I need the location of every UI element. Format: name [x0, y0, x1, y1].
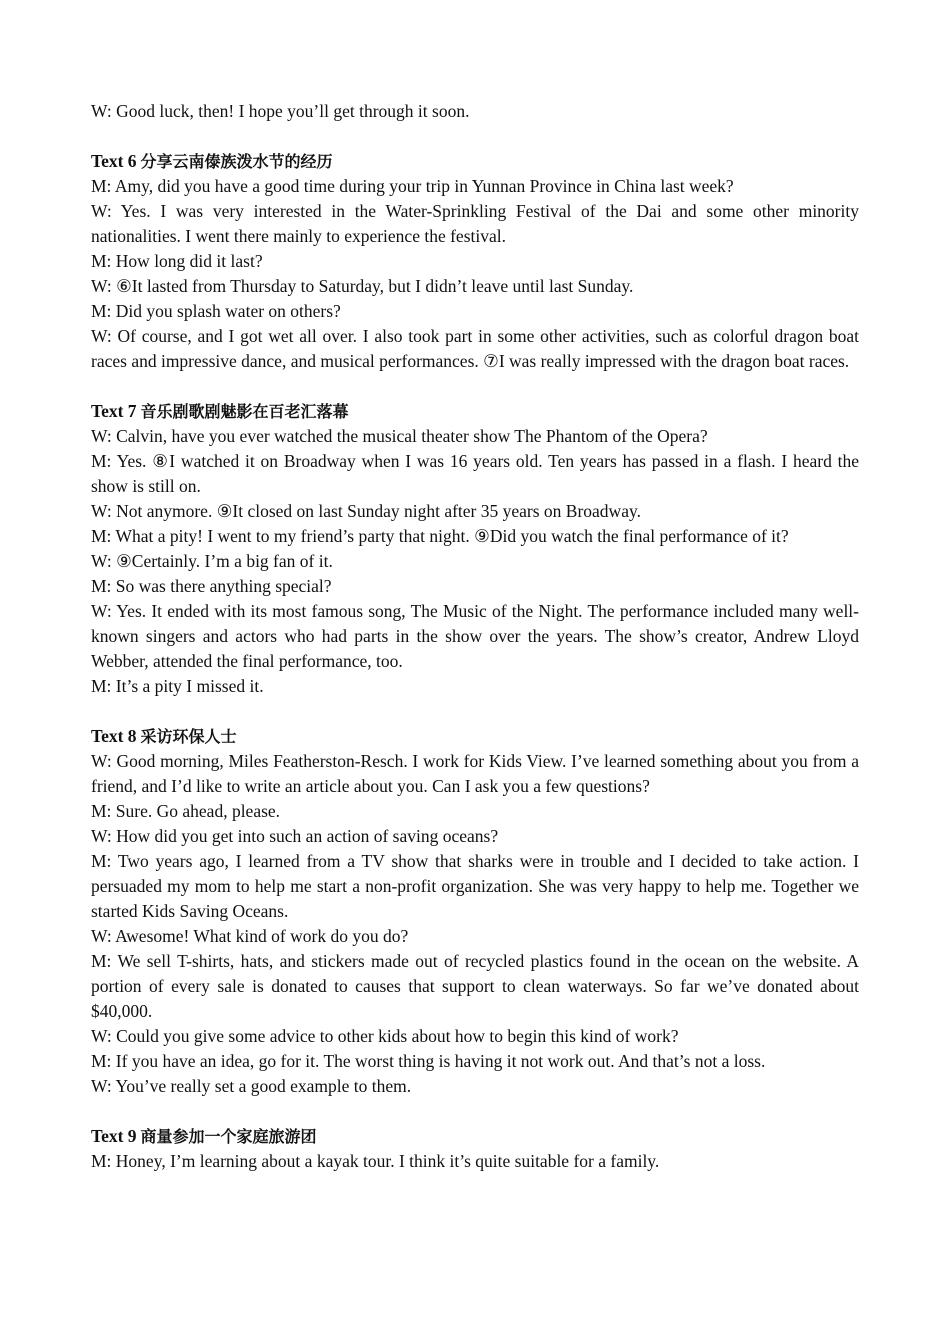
- dialogue-line: M: Two years ago, I learned from a TV show that sharks were in trouble and I decided to take action. I persuaded my mom to help me start a non-profit organization. She was very happy to help me. Together we started Kids Saving Oceans.: [91, 851, 859, 921]
- dialogue-line: M: We sell T-shirts, hats, and stickers made out of recycled plastics found in the ocean on the website. A portion of every sale is donated to causes that support to clean waterways. So far we’ve donated about $40,000.: [91, 951, 859, 1021]
- dialogue-line: W: How did you get into such an action of saving oceans?: [91, 826, 499, 846]
- dialogue-line: M: If you have an idea, go for it. The worst thing is having it not work out. And that’s not a loss.: [91, 1051, 766, 1071]
- section-heading-label: Text 9: [91, 1126, 137, 1146]
- section-heading-label: Text 6: [91, 151, 137, 171]
- paragraph-gap: [91, 124, 859, 149]
- dialogue-line: W: ⑨Certainly. I’m a big fan of it.: [91, 551, 333, 571]
- dialogue-line: W: Of course, and I got wet all over. I also took part in some other activities, such as colorful dragon boat races and impressive dance, and musical performances. ⑦I was really impressed with the dragon boat races.: [91, 326, 859, 371]
- paragraph-gap: [91, 1099, 859, 1124]
- dialogue-line: M: Amy, did you have a good time during your trip in Yunnan Province in China last week?: [91, 176, 734, 196]
- section-heading-title: 分享云南傣族泼水节的经历: [140, 152, 333, 171]
- dialogue-line: M: So was there anything special?: [91, 576, 332, 596]
- section-heading-label: Text 7: [91, 401, 137, 421]
- dialogue-line: W: Good morning, Miles Featherston-Resch. I work for Kids View. I’ve learned something about you from a friend, and I’d like to write an article about you. Can I ask you a few questions?: [91, 751, 859, 796]
- dialogue-line: M: Did you splash water on others?: [91, 301, 341, 321]
- dialogue-line: W: Could you give some advice to other kids about how to begin this kind of work?: [91, 1026, 679, 1046]
- dialogue-line: M: What a pity! I went to my friend’s party that night. ⑨Did you watch the final performance of it?: [91, 526, 789, 546]
- paragraph-gap: [91, 699, 859, 724]
- section-heading: [91, 724, 859, 749]
- section-heading: [91, 149, 859, 174]
- dialogue-line: M: How long did it last?: [91, 251, 263, 271]
- section-heading-title: 采访环保人士: [140, 727, 237, 746]
- document-page: [91, 99, 859, 1174]
- dialogue-line: W: Awesome! What kind of work do you do?: [91, 926, 409, 946]
- dialogue-line: W: Not anymore. ⑨It closed on last Sunday night after 35 years on Broadway.: [91, 501, 641, 521]
- dialogue-line: W: Yes. It ended with its most famous song, The Music of the Night. The performance included many well-known singers and actors who had parts in the show over the years. The show’s creator, Andrew Lloyd Webber, attended the final performance, too.: [91, 601, 859, 671]
- dialogue-line: W: Good luck, then! I hope you’ll get through it soon.: [91, 101, 470, 121]
- section-heading-label: Text 8: [91, 726, 137, 746]
- section-heading-title: 音乐剧歌剧魅影在百老汇落幕: [140, 402, 349, 421]
- dialogue-line: M: It’s a pity I missed it.: [91, 676, 264, 696]
- section-heading-title: 商量参加一个家庭旅游团: [140, 1127, 317, 1146]
- dialogue-line: M: Sure. Go ahead, please.: [91, 801, 281, 821]
- section-heading: [91, 1124, 859, 1149]
- dialogue-line: W: You’ve really set a good example to them.: [91, 1076, 412, 1096]
- dialogue-line: M: Honey, I’m learning about a kayak tour. I think it’s quite suitable for a family.: [91, 1151, 660, 1171]
- dialogue-line: W: Calvin, have you ever watched the musical theater show The Phantom of the Opera?: [91, 426, 708, 446]
- dialogue-line: W: ⑥It lasted from Thursday to Saturday, but I didn’t leave until last Sunday.: [91, 276, 634, 296]
- paragraph-gap: [91, 374, 859, 399]
- dialogue-line: W: Yes. I was very interested in the Water-Sprinkling Festival of the Dai and some other minority nationalities. I went there mainly to experience the festival.: [91, 201, 859, 246]
- section-heading: [91, 399, 859, 424]
- dialogue-line: M: Yes. ⑧I watched it on Broadway when I was 16 years old. Ten years has passed in a flash. I heard the show is still on.: [91, 451, 859, 496]
